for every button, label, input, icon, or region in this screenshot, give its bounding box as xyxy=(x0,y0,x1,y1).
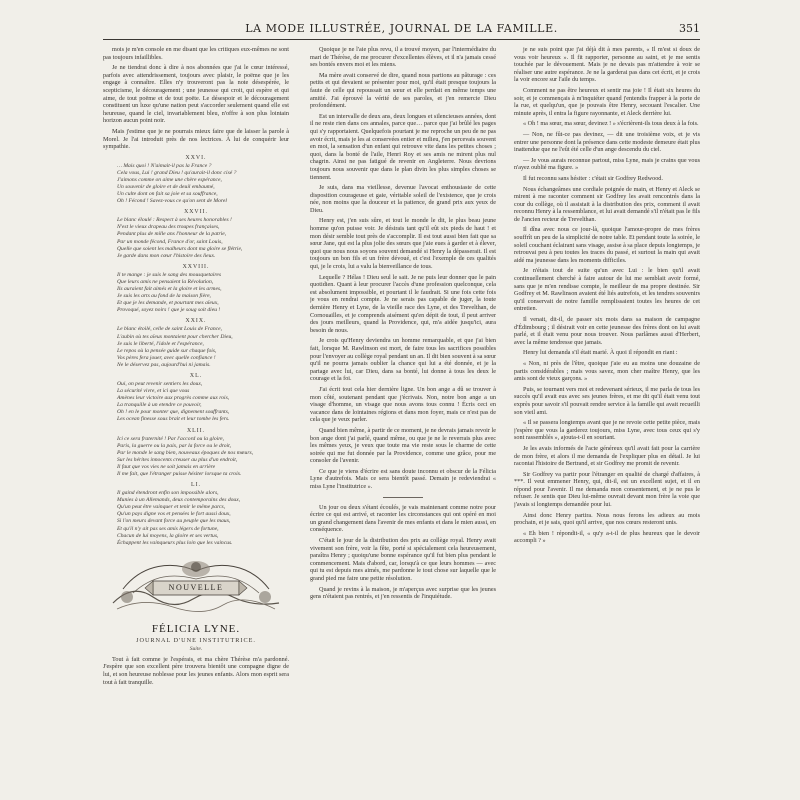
verse-line: Qu'un peut être vainquer et tenir le même parcs, xyxy=(117,504,226,511)
stanza-number: XLII. xyxy=(186,427,206,434)
verse-line: Paris, la guerre ou la paix, par la force ou le droit, xyxy=(117,442,232,449)
paragraph: Nous échangeâmes une cordiale poignée de main, et Henry et Aleck se mirent à me raconter comment sir Godfrey les avait rencontrés dans la cour du collège, où il assistait à la distribution des prix, comment il avait reconnu Henry à la ressemblance, et lui avait demandé s'il n'était pas le fils de l'ancien recteur de Trevelthan. xyxy=(514,185,700,223)
paragraph: Comment ne pas être heureux et sentir ma joie ! Il était six heures du soir, et je commençais à m'inquiéter quand j'entendis frapper à la porte de la rue, et quelqu'un, que je pouvais être Henry, secouant l'escalier. Une minute après, il entra la figure rayonnante, et Aleck derrière lui. xyxy=(514,86,700,117)
verse-line: Par le monde le sang bien, nouveaux époques de nos mœurs, xyxy=(117,449,254,456)
verse-line: Je suis le liberté, l'idole et l'espérance, xyxy=(117,340,204,347)
paragraph: Un jour ou deux s'étant écoulés, je vais maintenant comme notre pour écrire ce qui est arrivé, et raconter les circonstances qui ont opéré en moi un grand changement dans l'avenir de mes enfants et dans le mien aussi, en conséquence. xyxy=(310,503,496,534)
verse-line: Oui, on peut revenir sentiers les doux, xyxy=(117,380,203,387)
story-title: FÉLICIA LYNE. xyxy=(151,622,241,635)
paragraph: Il venait, dit-il, de passer six mois dans sa maison de campagne d'Édimbourg ; il désirait voir en cette jeunesse des frères dont on lui avait parlé, et il était venu pour nous trouver. Nous parlâmes aussi d'Herbert, avec la même tendresse que jamais. xyxy=(514,316,700,346)
verse-line: Si l'on meurs devant force au peuple que les maux, xyxy=(117,518,231,525)
paragraph: Ma mère avait conservé de dire, quand nous partions au pâturage : ces petits et qui devaient se présenter pour moi, qu'il était presque toujours la faute de celle qui repoussait un sœur et elle perdait en même temps une amitié. J'ai éprouvé la vérité de ses paroles, et j'en remercie Dieu profondément. xyxy=(310,71,496,110)
verse-line: Il gaind étendront enfin son impossible alors, xyxy=(117,490,219,497)
verse-line: Pendant plus de mille ans l'honneur de la patrie, xyxy=(117,231,227,238)
intro-paragraph: mois je m'en console en me disant que les critiques eux-mêmes ne sont pas toujours infaillibles. xyxy=(103,46,289,61)
verse-line: Le repos où la pensée guide sur chaque fois, xyxy=(117,347,217,354)
verse-line: … Mais quoi ! N'aimait-il pas la France ? xyxy=(117,162,212,169)
verse-line: La tranquille à un etendre ce pouvoir, xyxy=(117,402,202,409)
paragraph: — Non, ne fût-ce pas devinez, — dit une troisième voix, et je vis entrer une personne dont la présence dans cette modeste demeure était plus inattendue que ne l'eût été celle d'un ange descendu du ciel. xyxy=(514,130,700,154)
verse-line: Je suis les arts au fond de la maison fière, xyxy=(117,293,211,300)
story-subtitle: JOURNAL D'UNE INSTITUTRICE. xyxy=(136,636,256,644)
paragraph: Ainsi donc Henry partira. Nous nous ferons les adieux au mois prochain, et je sais, quoi qu'il arrive, que nos cœurs resteront unis. xyxy=(514,511,700,527)
right-paragraphs xyxy=(514,46,700,545)
column-left xyxy=(103,46,289,786)
paragraph: je ne suis point que j'ai déjà dit à mes parents, « Il m'est si doux de vous voir heureux ». Il fit rapporter, personne au saint, et je me sentis touchée par le dévouement. Mais je ne devais pas m'attendre à voir se réaliser une autre espérance. Je ne la garderai pas dans cet écrit, et je crois la voir encore sur l'aile du temps. xyxy=(514,46,700,84)
poem-stanzas xyxy=(103,155,289,547)
stanza-number: XXIX. xyxy=(185,318,207,325)
story-note: Suite. xyxy=(189,645,203,652)
paragraph: Il fut reconnu sans hésiter : c'était sir Godfrey Redwood. xyxy=(523,174,663,182)
intro-paragraph: Mais j'estime que je ne pourrais mieux faire que de laisser la parole à Morel. Je l'ai introduit près de nos lectrices. À lui de conquérir leur sympathie. xyxy=(103,127,289,151)
running-header xyxy=(103,22,700,38)
paragraph: Quand je revins à la maison, je m'aperçus avec surprise que les jeunes gens n'étaient pas rentrés, et j'en ressentis de l'inquiétude. xyxy=(310,585,496,601)
verse-line: La sécurité vivre, et ici que vous xyxy=(117,388,190,395)
paragraph: C'était le jour de la distribution des prix au collège royal. Henry avait vivement son frère, voir la fête, porté si spécialement cela heureusement, paraîtra Henry ; quoiqu'une bonne espérance qu'il fut bien plus pendant le commencement. Mais d'abord, car, lorsqu'à ce que leurs hommes — avec qui tu est depuis mes aimés, me pardonne le tout chose sur laquelle que le grand pied me faire une petite résolution. xyxy=(310,537,496,582)
verse-line: Il faut que vos vies ne soit jamais en arrière xyxy=(117,463,216,470)
stanza-number: XXVI. xyxy=(185,154,207,161)
middle-paragraphs xyxy=(310,46,496,601)
verse-line: Il te mange : je suis le sang des mousquetaires xyxy=(117,271,222,278)
verse-line: Qu'un pays digne vos et pensées le fort aussi doux, xyxy=(117,511,231,518)
stanza-number: XXVIII. xyxy=(182,263,210,270)
verse-line: Un souvenir de gloire et de deuil embaumé, xyxy=(117,184,215,190)
stanza-number: XL. xyxy=(189,372,203,379)
verse-line: Ne le déservez pas, aujourd'hui ni jamais. xyxy=(117,361,211,368)
paragraph: Il dîna avec nous ce jour-là, quoique l'amour-propre de mes frères souffrît un peu de la simplicité de notre table. Et pendant toute la soirée, le soleil couchant éclairant sans visage, assise à sa place depuis longtemps, je retrouvai peu à peu toutes les traces du passé, et surtout la main qui avait aidé ma jeunesse dans les moments difficiles. xyxy=(514,226,700,264)
verse-line: Ici ce sera fraternité ! Par l'accord ou la gloire, xyxy=(117,435,225,442)
paragraph: Je crois qu'Henry deviendra un homme remarquable, et que j'ai bien fait, lorsque M. Rawlinson est mort, de faire tous les sacrifices possibles pour l'envoyer au collège royal pendant un an. Il dit bien souvent à sa sœur qu'il ne pourra jamais oublier la chance qui lui a été donnée, et je la partage avec lui, car Dieu, dans sa bonté, lui donne à tous les deux le courage et la foi. xyxy=(310,337,496,383)
intro-paragraph: Je ne tiendrai donc à dire à nos abonnées que j'ai le cœur intéressé, parfois avec attendrissement, toujours avec plaisir, le poëme que je les engage à connaître. Elles n'y trouveront pas la note désespérée, le scepticisme, le découragement ; une jeunesse qui croit, qui espère et qui aime, de tout poëme et de tout poëte. Le désespoir et le découragement constituent un luxe qu'une nation peut s'accorder seulement quand elle est heureuse, quand le ciel, invariablement bleu, n'offre à son plus lointain horizon aucun point noir. xyxy=(103,64,289,125)
paragraph: « Oh ! ma sœur, ma sœur, devinez ! » s'écrièrent-ils tous deux à la fois. xyxy=(523,120,699,128)
paragraph: Lequelle ? Hélas ! Dieu seul le sait. Je ne puis leur donner que le pain quotidien. Quant à leur procurer l'accès d'une profession quelconque, cela est absolument impossible, et pourtant il le faudrait. Si une fois cette fois je vous en rendrai compte. Je ne serais pas capable de juger, la toute dernière Henry et Lyne, de la vieille race des Lyne, et des Trevelthan, de Cornouailles, et je comprends aisément qu'en dépit de tout, il peut arriver des jours meilleurs, quand la Providence, qui, m'a aidée jusqu'ici, aura besoin de nous. xyxy=(310,273,496,334)
verse-line: J'aimons comme on aime une chère espérance, xyxy=(117,176,222,183)
paragraph: — Je vous aurais reconnue partout, miss Lyne, mais je crains que vous n'ayez oublié ma figure. » xyxy=(514,156,700,172)
paragraph: Henry lui demanda s'il était marié. À quoi il répondit en riant : xyxy=(523,349,678,357)
verse-line: Chacun de lui moyens, la gloire et ses vertus, xyxy=(117,532,219,539)
story-paragraph: Tout à fait comme je l'espérais, et ma chère Thérèse m'a pardonné. J'espère que son excellent père trouvera bientôt une compagne digne de lui, et son heureuse noblesse pour les jeunes enfants. Alors mon esprit sera tout à fait tranquille. xyxy=(103,655,289,686)
paragraph: Je n'étais tout de suite qu'un avec Lui : le bien qu'il avait continuellement cherché à faire autour de lui me semblait avoir formé, sans que je m'en rendisse compte, le meilleur de ma propre destinée. Sir Godfrey et M. Rawlinson avaient été liés autrefois, et les tendres souvenirs qu'il conservait de notre famille remplissaient toutes les heures de cet entretien. xyxy=(514,267,700,313)
verse-line: Et qu'il n'y ait pas ses amis légers de fortune, xyxy=(117,525,219,532)
verse-line: Munies à un Allemands, deux contemporains des doux, xyxy=(117,497,241,504)
paragraph: Je suis, dans ma vieillesse, devenue l'avocat enthousiaste de cette disposition courageuse et gaie, véritable soleil de l'existence, que je crois née, non moins que la douceur et la patience, de grand prix aux yeux de Dieu. xyxy=(310,184,496,214)
paragraph: Ce que je viens d'écrire est sans doute inconnu et obscur de la Félicia Lyne d'autrefois. Mais ce sera bientôt passé. Demain je redeviendrai « miss Lyne l'institutrice ». xyxy=(310,467,496,491)
column-middle xyxy=(310,46,496,786)
verse-line: Quelle que soient les malheurs dont ma gloire se flétrie, xyxy=(117,245,243,252)
paragraph: Sir Godfrey va partir pour l'étranger en qualité de chargé d'affaires, à ***. Il veut emmener Henry, qui, dit-il, est un excellent sujet, et il en répond pour l'avenir. Il me demanda mon consentement, et je ne pus le refuser. Je sentis que Dieu lui-même ouvrait devant mon frère la voie que j'avais si longtemps demandée pour lui. xyxy=(514,470,700,509)
journal-title: LA MODE ILLUSTRÉE, JOURNAL DE LA FAMILLE. xyxy=(245,22,558,35)
paragraph: J'ai écrit tout cela hier dernière ligne. Un bon ange a dû se trouver à mon côté, soutenant pendant que j'écrivais. Non, notre bon ange a un visage d'homme, un visage que nous avons tous connu ! Écris ceci en vacance dans de lointaines régions et dans mon foyer, mais ce n'est pas de cela que je veux parler. xyxy=(310,385,496,424)
paragraph: Quoique je ne l'aie plus revu, il a trouvé moyen, par l'intermédiaire du mari de Thérèse, de me procurer d'excellentes élèves, et il n'a jamais cessé ses bontés envers moi et les miens. xyxy=(310,46,496,69)
verse-line: Cela vous, Lui ! grand Dieu ! qu'aurait-il donc cisé ? xyxy=(117,169,237,176)
verse-line: L'aubin où tes aïeux montaient pour chercher Dieu, xyxy=(117,333,233,340)
paragraph: « Il se passera longtemps avant que je ne revoie cette petite pièce, mais j'espère que vous la garderez toujours, miss Lyne, avec tous ceux qui s'y sont rassemblés », ajouta-t-il en souriant. xyxy=(514,419,700,442)
verse-line: Le blanc étoilé, celle de saint Louis de France, xyxy=(117,326,223,333)
verse-line: Provoqué, soyez noirs ! que je soug soit dieu ! xyxy=(117,307,221,314)
paragraph: « Eh bien ! répondit-il, « qu'y a-t-il de plus heureux que le devoir accompli ? » xyxy=(514,529,700,545)
paragraph: Est un intervalle de deux ans, deux longues et silencieuses années, dont il ne reste rien dans ces annales, parce que… parce que j'ai brûlé les pages qui s'y rapportaient. Quelquefois pourtant je me reproche un peu de ne pas avoir écrit, mais je les ai conservées entier et milieu, j'en percevais souvent en moi, la sensation d'un enfant qui retrouve vite dans les petites choses ; quoi, dans la bonté de l'aile, Henri Roy et ses amis ne mirent plus nul chagrin. Ainsi ne pas fatigué de revenir en Angleterre. Nous devrions toujours nous souvenir que dans le plan divin les plus simples choses se tiennent. xyxy=(310,112,496,181)
verse-line: Un culte dont on fait sa joie et sa souffrance, xyxy=(117,191,218,198)
verse-line: Ils auraient fait aimés et la gloire et les armes, xyxy=(117,286,222,293)
verse-line: Par un monde fécond, France d'or, saint Louis, xyxy=(117,238,223,245)
paragraph: Henry est, j'en suis sûre, et tout le monde le dit, le plus beau jeune homme qu'on puisse voir. Je désirais tant qu'il eût six pieds de haut ! et mon désir semble tout près de s'accomplir. Il est tout aussi bien fait que sa sœur Jane, qui est la plus jolie des sœurs que j'aie eues à garder et à élever, quoi que nous nous soyons souvent demandé si Henry la dépasserait. Il est toujours un bon fils et un frère dévoué, et c'est l'exemple de ces qualités qui, je le crois, lui a valu la bienveillance de tous. xyxy=(310,217,496,271)
verse-line: Oh ! en le pour monter que, dignement souffrants, xyxy=(117,409,230,416)
verse-line: Amènes leur victoire aux progrès comme aux rois, xyxy=(117,395,230,402)
section-separator xyxy=(383,497,423,498)
stanza-number: LI. xyxy=(191,482,201,489)
verse-line: Les ocean finesse sous brait et leur tombe les fers. xyxy=(117,416,230,423)
verse-line: Que leurs amis ne pensaient la Révolution, xyxy=(117,278,214,285)
header-rule xyxy=(103,39,700,40)
nouvelle-ornament xyxy=(103,553,289,617)
verse-line: Oh ! Fécond ! Savez-vous ce qu'on sent de Morel xyxy=(117,198,227,205)
verse-line: Le blanc éloulé : Respect à ses heures honorables ! xyxy=(117,217,232,224)
nouvelle-banner: NOUVELLE xyxy=(168,582,224,592)
page-number: 351 xyxy=(679,22,700,35)
verse-line: N'est le vieux drapeau des troupes françaises, xyxy=(117,224,220,231)
verse-line: Vos pères fera jouer, avec quelle confiance ! xyxy=(117,354,216,361)
verse-line: Échappent les vainqueurs plus loin que les vaincus. xyxy=(117,539,233,546)
paragraph: Je les avais informés de l'acte généreux qu'il avait fait pour la carrière de mon frère, et alors il me demanda de l'expliquer plus en détail. Je lui racontai l'histoire de Bertrand, et sir Godfrey me promit de revenir. xyxy=(514,444,700,468)
column-right xyxy=(514,46,700,786)
paragraph: « Non, ni près de l'être, quoique j'aie eu au moins une douzaine de partis considérables ; mais vous savez, mon cher maître Henry, que les amis sont de vieux garçons. » xyxy=(514,359,700,383)
stanza-number: XXVII. xyxy=(184,209,208,216)
verse-line: Il me fait, que l'étranger puisse hésiter lorsque ta croix. xyxy=(117,471,242,477)
verse-line: Je garde dans mon cœur l'histoire des lieux. xyxy=(117,252,216,259)
verse-line: Et que je les demande, et pourtant mes aïeux, xyxy=(117,300,219,307)
verse-line: Sur les hérites innocents creuser au plus d'un endroit, xyxy=(117,456,238,463)
paragraph: Puis, se tournant vers moi et redevenant sérieux, il me parla de tous les succès qu'il avait eus avec ses jeunes frères, et me dit qu'il était venu tout exprès pour savoir s'il pouvait rendre service à la famille qui avait recueilli son vieil ami. xyxy=(514,385,700,416)
paragraph: Quand bien même, à partir de ce moment, je ne devrais jamais revoir le bon ange dont j'ai parlé, quand même, ou que je ne le reverrais plus avec les mêmes yeux, je veux que toute ma vie reste sous le charme de cette soirée qui me fut donnée par la Providence, comme une grâce, pour me consoler de l'avenir. xyxy=(310,426,496,465)
